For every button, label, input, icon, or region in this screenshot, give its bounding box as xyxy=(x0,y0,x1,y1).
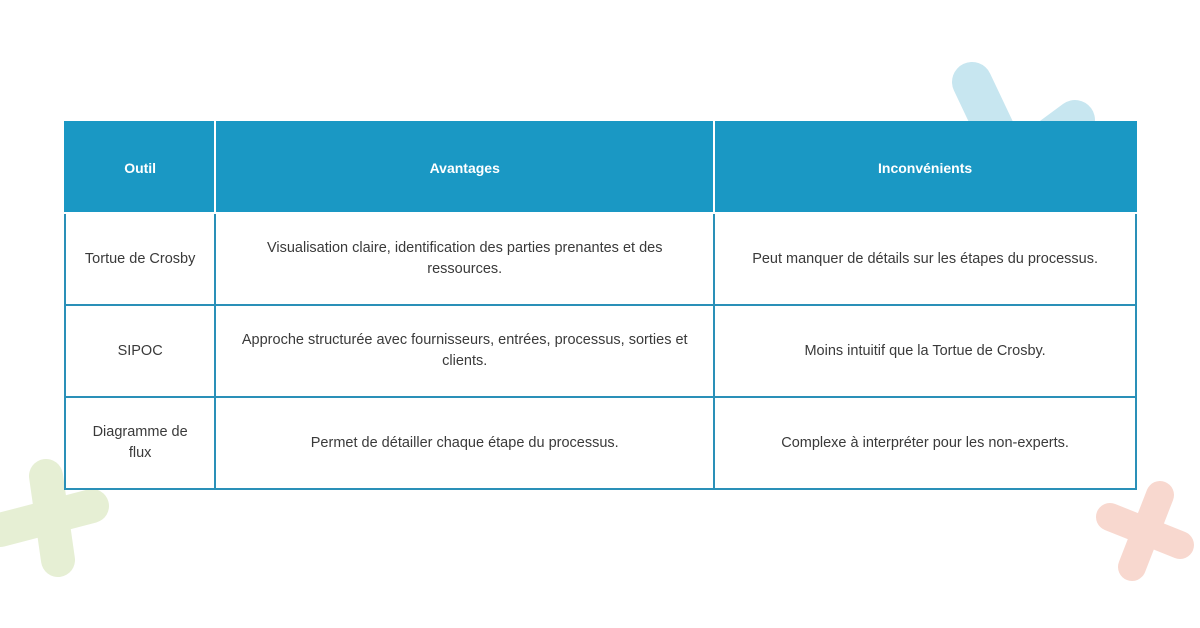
cell-avantages: Approche structurée avec fournisseurs, entrées, processus, sorties et clients. xyxy=(215,305,714,397)
cell-inconvenients: Moins intuitif que la Tortue de Crosby. xyxy=(714,305,1136,397)
header-avantages: Avantages xyxy=(215,122,714,213)
cell-outil: SIPOC xyxy=(65,305,215,397)
cell-avantages: Visualisation claire, identification des parties prenantes et des ressources. xyxy=(215,213,714,305)
pink-cross-icon xyxy=(1090,475,1200,585)
cell-outil: Diagramme de flux xyxy=(65,397,215,489)
header-outil: Outil xyxy=(65,122,215,213)
table-row xyxy=(65,213,1136,305)
cell-inconvenients: Peut manquer de détails sur les étapes du processus. xyxy=(714,213,1136,305)
table-header-row xyxy=(65,122,1136,213)
comparison-table xyxy=(64,121,1137,490)
cell-inconvenients: Complexe à interpréter pour les non-experts. xyxy=(714,397,1136,489)
header-inconvenients: Inconvénients xyxy=(714,122,1136,213)
table-row xyxy=(65,397,1136,489)
table-row xyxy=(65,305,1136,397)
cell-avantages: Permet de détailler chaque étape du processus. xyxy=(215,397,714,489)
cell-outil: Tortue de Crosby xyxy=(65,213,215,305)
